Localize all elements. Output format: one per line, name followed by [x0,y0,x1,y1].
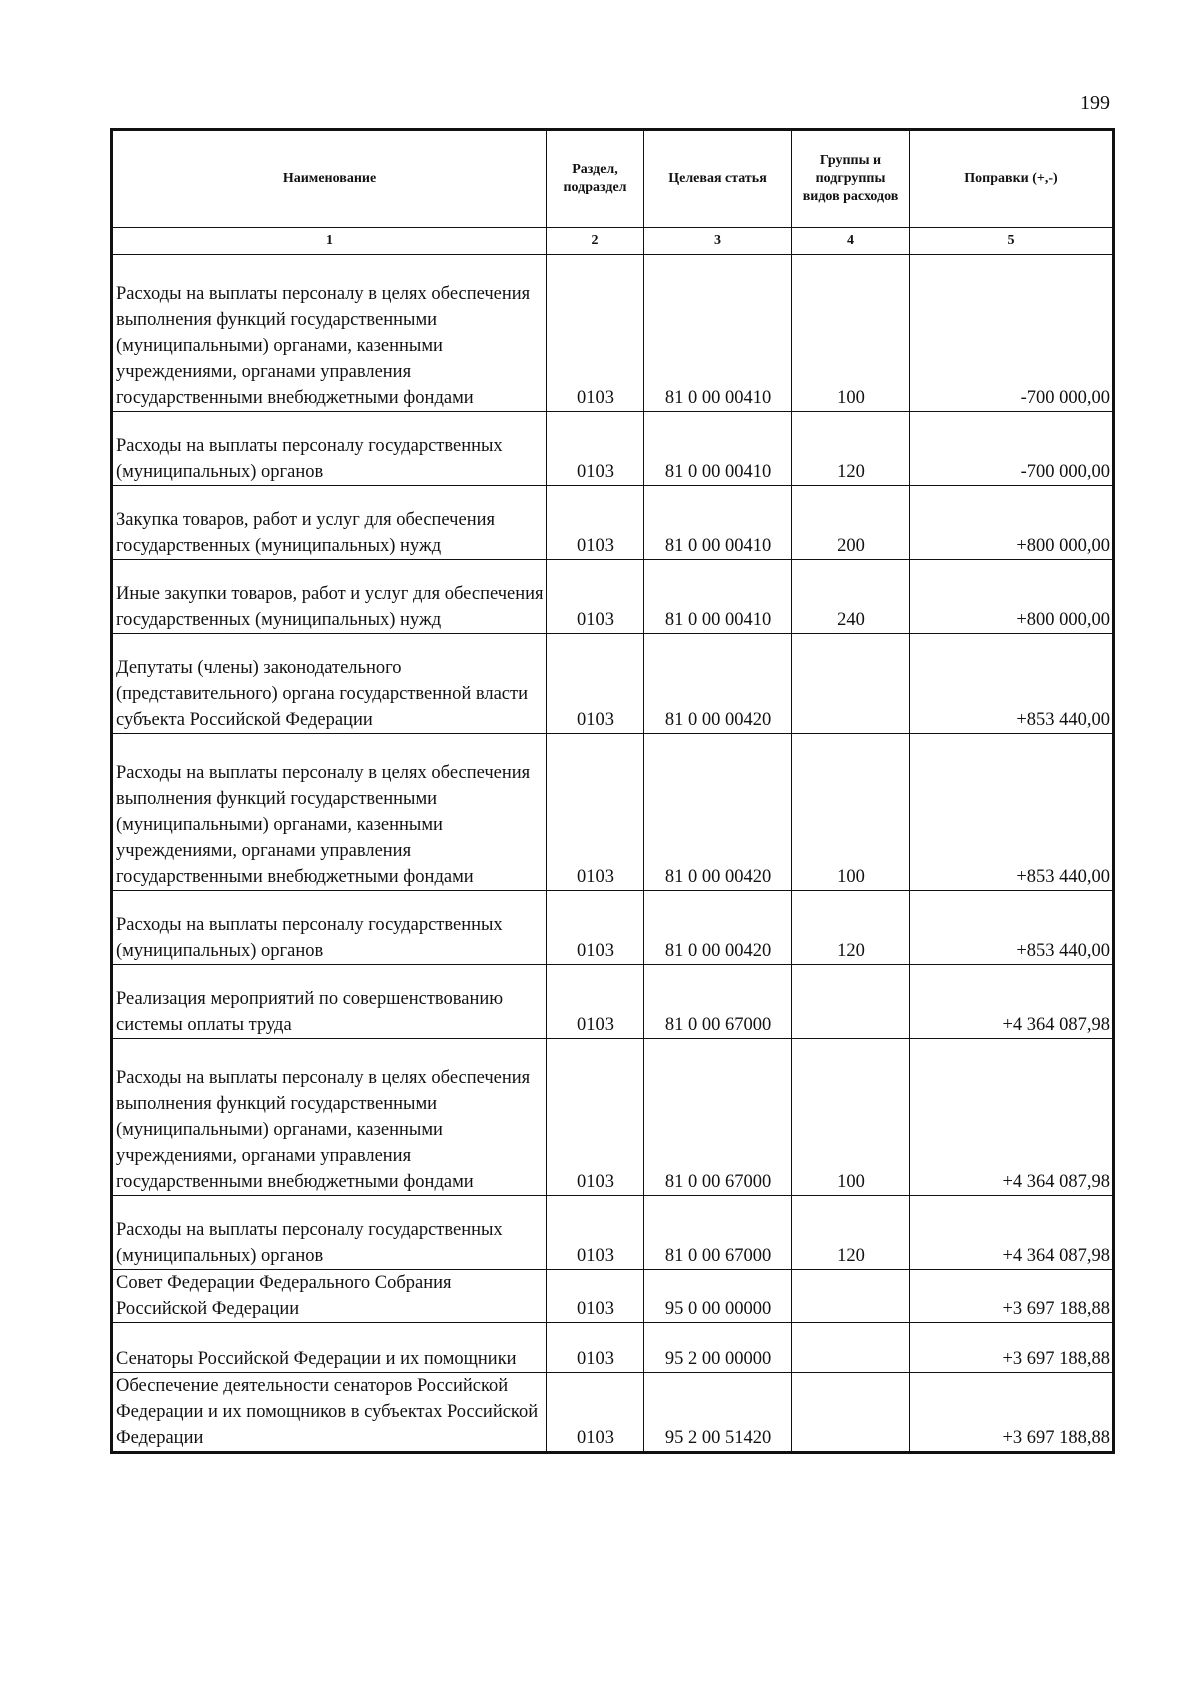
row-amount-cell: +4 364 087,98 [910,965,1114,1039]
table-row [112,965,1114,1039]
row-amount-cell: +4 364 087,98 [910,1039,1114,1196]
row-name-cell: Расходы на выплаты персоналу государственных (муниципальных) органов [112,1196,547,1270]
row-target-article-cell: 81 0 00 00410 [644,486,792,560]
row-amount-cell: +800 000,00 [910,486,1114,560]
row-section-cell: 0103 [547,255,644,412]
table-row [112,1323,1114,1373]
row-target-article-cell: 95 2 00 00000 [644,1323,792,1373]
row-name-cell: Сенаторы Российской Федерации и их помощники [112,1323,547,1373]
row-section-cell: 0103 [547,1323,644,1373]
row-expense-group-cell [792,1270,910,1323]
row-expense-group-cell: 120 [792,891,910,965]
table-body [112,255,1114,1453]
row-expense-group-cell [792,965,910,1039]
column-number: 3 [644,228,792,255]
row-expense-group-cell [792,1373,910,1453]
row-target-article-cell: 81 0 00 00420 [644,634,792,734]
row-section-cell: 0103 [547,1039,644,1196]
row-name-cell: Закупка товаров, работ и услуг для обеспечения государственных (муниципальных) нужд [112,486,547,560]
row-name-cell: Расходы на выплаты персоналу государственных (муниципальных) органов [112,891,547,965]
header-section: Раздел, подраздел [547,130,644,228]
column-number: 5 [910,228,1114,255]
header-name: Наименование [112,130,547,228]
row-expense-group-cell: 100 [792,255,910,412]
row-section-cell: 0103 [547,1373,644,1453]
row-amount-cell: +3 697 188,88 [910,1270,1114,1323]
table-row [112,1373,1114,1453]
column-number: 1 [112,228,547,255]
header-row [112,130,1114,228]
row-section-cell: 0103 [547,412,644,486]
row-name-cell: Обеспечение деятельности сенаторов Российской Федерации и их помощников в субъектах Российской Федерации [112,1373,547,1453]
row-target-article-cell: 81 0 00 00410 [644,412,792,486]
row-expense-group-cell: 120 [792,1196,910,1270]
row-target-article-cell: 95 0 00 00000 [644,1270,792,1323]
header-expense-group: Группы и подгруппы видов расходов [792,130,910,228]
row-amount-cell: +853 440,00 [910,891,1114,965]
row-section-cell: 0103 [547,560,644,634]
row-section-cell: 0103 [547,965,644,1039]
row-amount-cell: +800 000,00 [910,560,1114,634]
row-expense-group-cell: 240 [792,560,910,634]
row-section-cell: 0103 [547,1196,644,1270]
table-row [112,255,1114,412]
column-number: 4 [792,228,910,255]
row-name-cell: Иные закупки товаров, работ и услуг для обеспечения государственных (муниципальных) нужд [112,560,547,634]
row-target-article-cell: 81 0 00 00420 [644,734,792,891]
row-name-cell: Расходы на выплаты персоналу в целях обеспечения выполнения функций государственными (муниципальными) органами, казенными учреждениями, органами управления государственными внебюджетными фондами [112,255,547,412]
row-name-cell: Совет Федерации Федерального Собрания Российской Федерации [112,1270,547,1323]
row-section-cell: 0103 [547,734,644,891]
table-row [112,1270,1114,1323]
row-expense-group-cell: 120 [792,412,910,486]
row-target-article-cell: 95 2 00 51420 [644,1373,792,1453]
table-row [112,1039,1114,1196]
row-target-article-cell: 81 0 00 00410 [644,560,792,634]
row-name-cell: Реализация мероприятий по совершенствованию системы оплаты труда [112,965,547,1039]
row-amount-cell: +3 697 188,88 [910,1373,1114,1453]
row-section-cell: 0103 [547,486,644,560]
budget-amendments-table [110,128,1115,1454]
row-target-article-cell: 81 0 00 00420 [644,891,792,965]
row-section-cell: 0103 [547,1270,644,1323]
row-amount-cell: +4 364 087,98 [910,1196,1114,1270]
header-target-article: Целевая статья [644,130,792,228]
table-row [112,1196,1114,1270]
row-section-cell: 0103 [547,634,644,734]
table-row [112,734,1114,891]
row-target-article-cell: 81 0 00 00410 [644,255,792,412]
row-amount-cell: -700 000,00 [910,412,1114,486]
row-name-cell: Депутаты (члены) законодательного (представительного) органа государственной власти субъекта Российской Федерации [112,634,547,734]
row-section-cell: 0103 [547,891,644,965]
row-expense-group-cell: 100 [792,734,910,891]
row-target-article-cell: 81 0 00 67000 [644,1196,792,1270]
row-target-article-cell: 81 0 00 67000 [644,1039,792,1196]
table-row [112,560,1114,634]
table-row [112,486,1114,560]
row-amount-cell: +3 697 188,88 [910,1323,1114,1373]
row-amount-cell: -700 000,00 [910,255,1114,412]
row-amount-cell: +853 440,00 [910,634,1114,734]
column-number: 2 [547,228,644,255]
column-numbers-row [112,228,1114,255]
row-target-article-cell: 81 0 00 67000 [644,965,792,1039]
row-name-cell: Расходы на выплаты персоналу государственных (муниципальных) органов [112,412,547,486]
table-row [112,412,1114,486]
header-amendments: Поправки (+,-) [910,130,1114,228]
table-row [112,634,1114,734]
row-expense-group-cell: 100 [792,1039,910,1196]
row-name-cell: Расходы на выплаты персоналу в целях обеспечения выполнения функций государственными (муниципальными) органами, казенными учреждениями, органами управления государственными внебюджетными фондами [112,1039,547,1196]
row-expense-group-cell: 200 [792,486,910,560]
row-name-cell: Расходы на выплаты персоналу в целях обеспечения выполнения функций государственными (муниципальными) органами, казенными учреждениями, органами управления государственными внебюджетными фондами [112,734,547,891]
page-number: 199 [1080,92,1110,114]
row-expense-group-cell [792,634,910,734]
row-amount-cell: +853 440,00 [910,734,1114,891]
table-row [112,891,1114,965]
row-expense-group-cell [792,1323,910,1373]
